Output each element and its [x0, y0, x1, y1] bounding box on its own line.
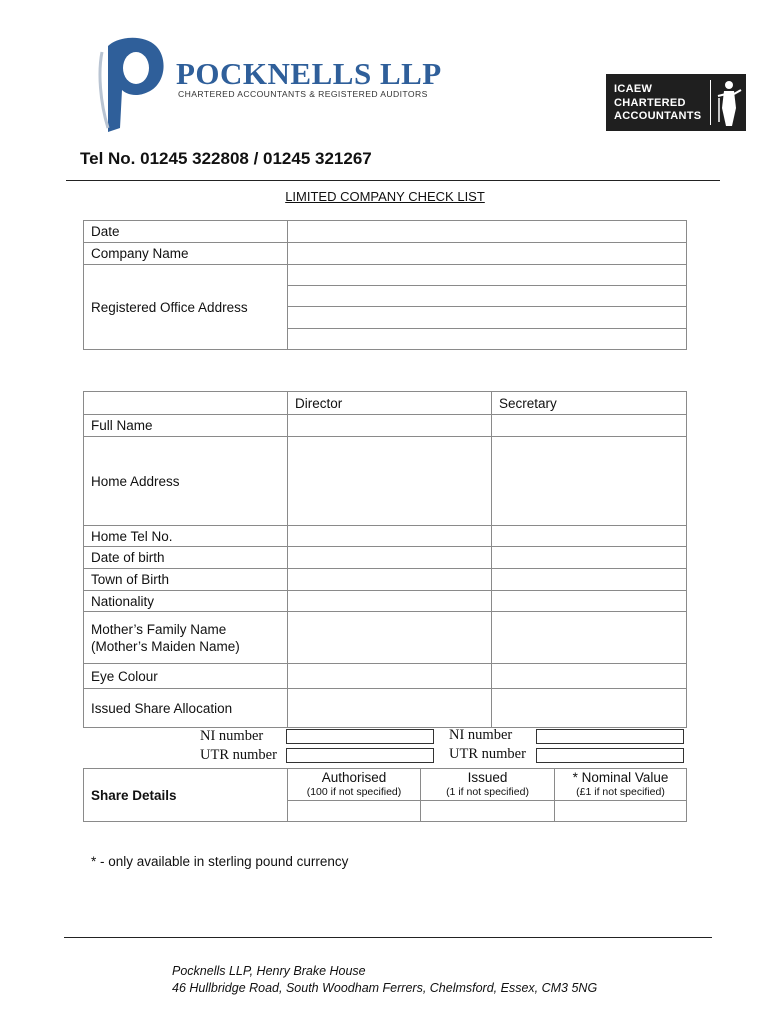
- date-of-birth-label: Date of birth: [84, 547, 288, 569]
- issued-field[interactable]: [421, 801, 555, 822]
- icaew-badge: [606, 74, 746, 131]
- registered-office-label: Registered Office Address: [84, 265, 288, 350]
- authorised-field[interactable]: [288, 801, 421, 822]
- registered-office-line-2[interactable]: [288, 286, 687, 307]
- footer-divider: [64, 937, 712, 938]
- director-ni-label: NI number: [200, 728, 264, 744]
- header-divider: [66, 180, 720, 181]
- director-nationality-field[interactable]: [288, 591, 492, 612]
- director-home-tel-field[interactable]: [288, 526, 492, 547]
- date-label: Date: [84, 221, 288, 243]
- secretary-town-of-birth-field[interactable]: [492, 569, 687, 591]
- director-home-address-field[interactable]: [288, 437, 492, 526]
- footer-address: Pocknells LLP, Henry Brake House 46 Hullbridge Road, South Woodham Ferrers, Chelmsford, Essex, CM3 5NG: [172, 964, 598, 995]
- director-dob-field[interactable]: [288, 547, 492, 569]
- company-details-table: [83, 220, 687, 350]
- company-name-field[interactable]: [288, 243, 687, 265]
- issued-header: Issued (1 if not specified): [421, 769, 555, 801]
- company-name-label: Company Name: [84, 243, 288, 265]
- nationality-label: Nationality: [84, 591, 288, 612]
- director-mothers-name-field[interactable]: [288, 612, 492, 664]
- nominal-value-header: * Nominal Value (£1 if not specified): [555, 769, 687, 801]
- telephone-number: Tel No. 01245 322808 / 01245 321267: [80, 149, 372, 168]
- icaew-divider: [710, 80, 711, 125]
- pocknells-logo-mark: [96, 32, 166, 132]
- eye-colour-label: Eye Colour: [84, 664, 288, 689]
- currency-note: * - only available in sterling pound currency: [91, 854, 349, 869]
- director-town-of-birth-field[interactable]: [288, 569, 492, 591]
- authorised-header: Authorised (100 if not specified): [288, 769, 421, 801]
- full-name-label: Full Name: [84, 415, 288, 437]
- share-details-label: Share Details: [84, 769, 288, 822]
- home-tel-label: Home Tel No.: [84, 526, 288, 547]
- icaew-badge-text: ICAEW CHARTERED ACCOUNTANTS: [614, 83, 702, 122]
- secretary-dob-field[interactable]: [492, 547, 687, 569]
- secretary-share-allocation-field[interactable]: [492, 689, 687, 728]
- logo-name: POCKNELLS LLP: [176, 56, 442, 91]
- director-utr-field[interactable]: [286, 748, 434, 763]
- page-title: LIMITED COMPANY CHECK LIST: [285, 189, 485, 204]
- secretary-ni-field[interactable]: [536, 729, 684, 744]
- secretary-home-tel-field[interactable]: [492, 526, 687, 547]
- secretary-ni-label: NI number: [449, 727, 513, 743]
- secretary-utr-label: UTR number: [449, 746, 526, 762]
- town-of-birth-label: Town of Birth: [84, 569, 288, 591]
- date-field[interactable]: [288, 221, 687, 243]
- secretary-eye-colour-field[interactable]: [492, 664, 687, 689]
- secretary-nationality-field[interactable]: [492, 591, 687, 612]
- registered-office-line-3[interactable]: [288, 307, 687, 329]
- share-details-table: [83, 768, 687, 822]
- mothers-family-name-label: Mother’s Family Name (Mother’s Maiden Name): [84, 612, 288, 664]
- secretary-utr-field[interactable]: [536, 748, 684, 763]
- officer-details-table: [83, 391, 687, 728]
- secretary-full-name-field[interactable]: [492, 415, 687, 437]
- registered-office-line-1[interactable]: [288, 265, 687, 286]
- officers-corner-cell: [84, 392, 288, 415]
- home-address-label: Home Address: [84, 437, 288, 526]
- director-utr-label: UTR number: [200, 747, 277, 763]
- director-full-name-field[interactable]: [288, 415, 492, 437]
- director-header: Director: [288, 392, 492, 415]
- issued-share-allocation-label: Issued Share Allocation: [84, 689, 288, 728]
- secretary-mothers-name-field[interactable]: [492, 612, 687, 664]
- director-share-allocation-field[interactable]: [288, 689, 492, 728]
- director-ni-field[interactable]: [286, 729, 434, 744]
- figure-emblem-icon: [714, 78, 744, 128]
- director-eye-colour-field[interactable]: [288, 664, 492, 689]
- logo-tagline: CHARTERED ACCOUNTANTS & REGISTERED AUDITORS: [178, 89, 428, 99]
- nominal-value-field[interactable]: [555, 801, 687, 822]
- secretary-home-address-field[interactable]: [492, 437, 687, 526]
- registered-office-line-4[interactable]: [288, 329, 687, 350]
- secretary-header: Secretary: [492, 392, 687, 415]
